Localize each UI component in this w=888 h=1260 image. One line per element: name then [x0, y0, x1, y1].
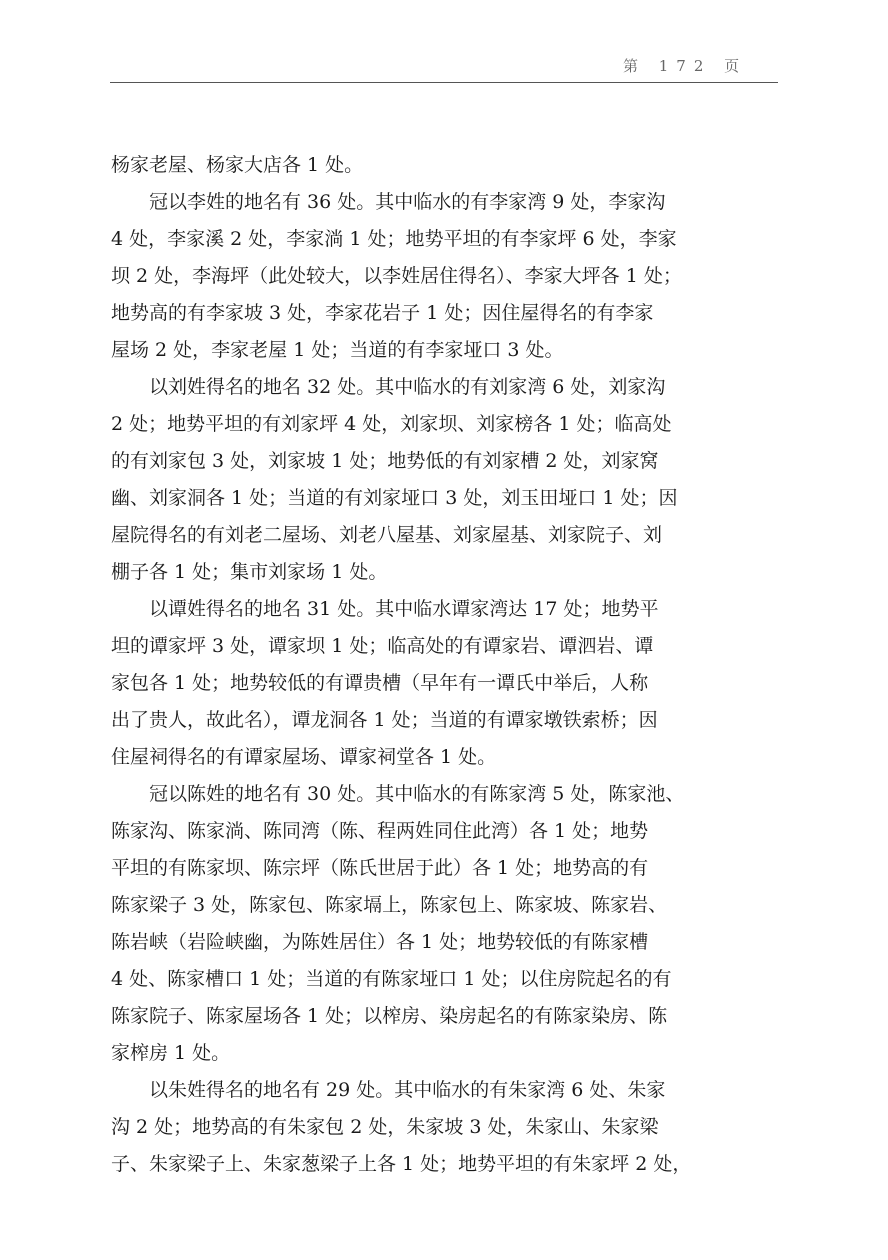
text-line: 住屋祠得名的有谭家屋场、谭家祠堂各 1 处。: [111, 746, 497, 768]
text-line: 沟 2 处；地势高的有朱家包 2 处，朱家坡 3 处，朱家山、朱家梁: [111, 1116, 659, 1138]
text-line: 坦的谭家坪 3 处，谭家坝 1 处；临高处的有谭家岩、谭泗岩、谭: [111, 635, 654, 657]
text-line: 地势高的有李家坡 3 处，李家花岩子 1 处；因住屋得名的有李家: [111, 302, 654, 324]
text-line: 陈家沟、陈家淌、陈同湾（陈、程两姓同住此湾）各 1 处；地势: [111, 820, 649, 842]
text-line: 幽、刘家洞各 1 处；当道的有刘家垭口 3 处，刘玉田垭口 1 处；因: [111, 487, 678, 509]
text-line: 4 处，李家溪 2 处，李家淌 1 处；地势平坦的有李家坪 6 处，李家: [111, 228, 677, 250]
paragraph-first-line: 以刘姓得名的地名 32 处。其中临水的有刘家湾 6 处，刘家沟: [149, 376, 666, 398]
text-line: 家榨房 1 处。: [111, 1042, 231, 1064]
text-line: 陈家梁子 3 处，陈家包、陈家塥上，陈家包上、陈家坡、陈家岩、: [111, 894, 668, 916]
text-line: 家包各 1 处；地势较低的有谭贵槽（早年有一谭氏中举后，人称: [111, 672, 649, 694]
text-line: 平坦的有陈家坝、陈宗坪（陈氏世居于此）各 1 处；地势高的有: [111, 857, 649, 879]
text-line: 出了贵人，故此名），谭龙洞各 1 处；当道的有谭家墩铁索桥；因: [111, 709, 658, 731]
document-body: [111, 147, 769, 1183]
paragraph-first-line: 以朱姓得名的地名有 29 处。其中临水的有朱家湾 6 处、朱家: [149, 1079, 666, 1101]
text-line: 坝 2 处，李海坪（此处较大，以李姓居住得名）、李家大坪各 1 处；: [111, 265, 682, 287]
text-line: 子、朱家梁子上、朱家葱梁子上各 1 处；地势平坦的有朱家坪 2 处，: [111, 1153, 692, 1175]
text-line: 4 处、陈家槽口 1 处；当道的有陈家垭口 1 处；以住房院起名的有: [111, 968, 672, 990]
text-line: 2 处；地势平坦的有刘家坪 4 处，刘家坝、刘家榜各 1 处；临高处: [111, 413, 672, 435]
text-line: 棚子各 1 处；集市刘家场 1 处。: [111, 561, 388, 583]
page-number: 第 172 页: [623, 57, 748, 75]
text-line: 陈岩峡（岩险峡幽，为陈姓居住）各 1 处；地势较低的有陈家槽: [111, 931, 649, 953]
text-line: 屋院得名的有刘老二屋场、刘老八屋基、刘家屋基、刘家院子、刘: [111, 524, 663, 546]
header-rule: [110, 82, 778, 83]
paragraph-first-line: 以谭姓得名的地名 31 处。其中临水谭家湾达 17 处；地势平: [149, 598, 659, 620]
text-line: 杨家老屋、杨家大店各 1 处。: [111, 154, 364, 176]
text-line: 屋场 2 处，李家老屋 1 处；当道的有李家垭口 3 处。: [111, 339, 564, 361]
paragraph-first-line: 冠以李姓的地名有 36 处。其中临水的有李家湾 9 处，李家沟: [149, 191, 666, 213]
text-line: 的有刘家包 3 处，刘家坡 1 处；地势低的有刘家槽 2 处，刘家窝: [111, 450, 659, 472]
text-line: 陈家院子、陈家屋场各 1 处；以榨房、染房起名的有陈家染房、陈: [111, 1005, 668, 1027]
paragraph-first-line: 冠以陈姓的地名有 30 处。其中临水的有陈家湾 5 处，陈家池、: [149, 783, 685, 805]
